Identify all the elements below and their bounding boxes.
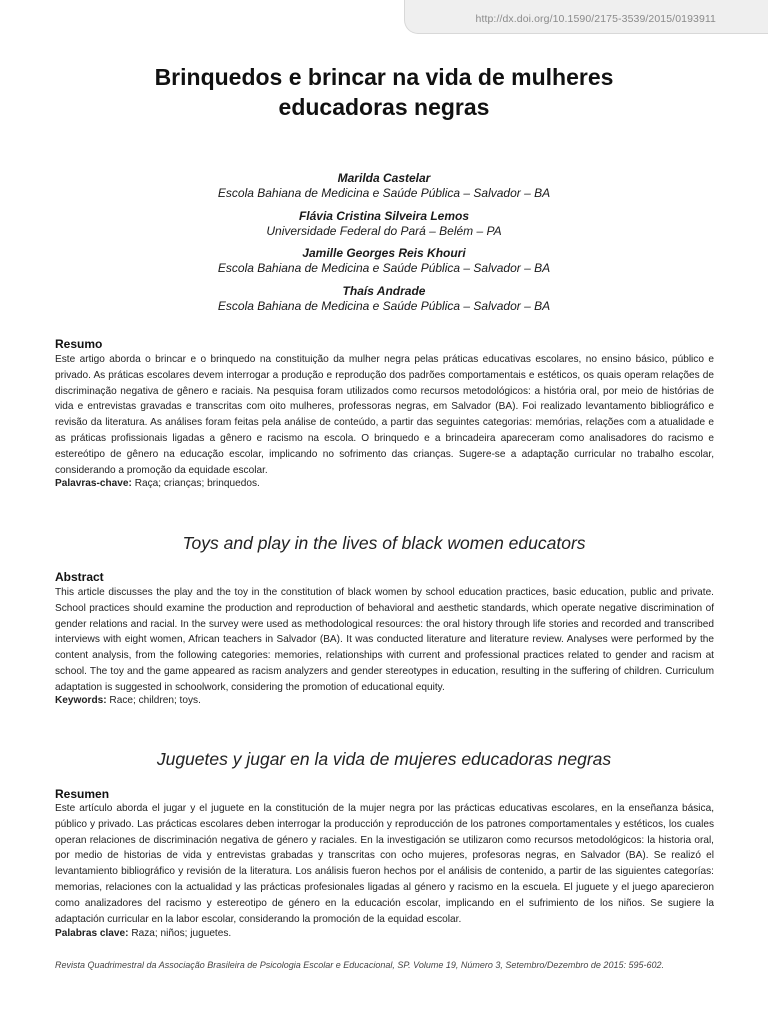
english-title: Toys and play in the lives of black women educators [182,533,586,553]
author-name: Jamille Georges Reis Khouri [302,246,466,261]
keywords-label: Palavras-chave: [55,478,132,489]
article-title [0,62,768,122]
author-name: Marilda Castelar [337,171,431,185]
journal-footer: Revista Quadrimestral da Associação Brasileira de Psicologia Escolar e Educacional, SP. Volume 19, Número 3, Setembro/Dezembro de 2015: 595-602. [55,960,664,970]
keywords-value: Race; children; toys. [109,695,201,706]
abstract-heading: Abstract [55,570,104,584]
keywords-label: Palabras clave: [55,928,129,939]
article-title-line-2: educadoras negras [278,94,490,120]
author-list [0,171,768,314]
author-affiliation: Escola Bahiana de Medicina e Saúde Pública – Salvador – BA [217,299,551,314]
abstract-keywords [55,695,201,706]
resumo-heading: Resumo [55,337,103,351]
keywords-value: Raza; niños; juguetes. [131,928,232,939]
spanish-title: Juguetes y jugar en la vida de mujeres educadoras negras [156,749,612,769]
author-affiliation: Escola Bahiana de Medicina e Saúde Pública – Salvador – BA [217,261,551,276]
doi-link[interactable]: http://dx.doi.org/10.1590/2175-3539/2015/0193911 [475,13,716,25]
author-affiliation: Universidade Federal do Pará – Belém – PA [266,223,502,238]
doi-header-tab [404,0,768,34]
resumen-text: Este artículo aborda el jugar y el juguete en la constitución de la mujer negra por las prácticas educativas escolares, en la enseñanza básica, público y privado. Las prácticas escolares deben interrogar la producción y reproducción de los patrones comportamentales y estéticos, los cuales operan relaciones de discriminación negativa de género y raciales. En la investigación se utilizaron como recursos metodológicos: la historia oral, por medio de historias de vida y entrevistas grabadas y transcritas con ocho mujeres, profesoras negras, en Salvador (BA). Se realizó el levantamiento bibliográfico y revisión de la literatura. Los análisis fueron hechos por el análisis de contenido, a partir de las siguientes categorías: memorias, relaciones con la actualidad y las prácticas profesionales ligadas al género y racismo en la escuela. El juguete y el juego aparecieron como analizadores del racismo y estereotipo de género en la educación escolar, implicando en el sufrimiento de los niños. Se sugiere la adaptación curricular en la labor escolar, considerando la promoción de la equidad escolar. [55,803,714,925]
author-name: Flávia Cristina Silveira Lemos [298,208,470,223]
author-name: Thaís Andrade [342,283,426,298]
keywords-label: Keywords: [55,695,107,706]
article-title-line-1: Brinquedos e brincar na vida de mulheres [154,64,614,90]
resumo-keywords [55,478,260,489]
author-affiliation: Escola Bahiana de Medicina e Saúde Pública – Salvador – BA [217,186,551,201]
resumen-heading: Resumen [55,787,110,801]
resumo-text: Este artigo aborda o brincar e o brinquedo na constituição da mulher negra pelas práticas educativas escolares, no ensino básico, público e privado. As práticas escolares devem interrogar a produção e reprodução dos padrões comportamentais e estéticos, os quais operam relações de discriminação negativa de gênero e raciais. Na pesquisa foram utilizados como recursos metodológicos: a história oral, por meio de histórias de vida e entrevistas gravadas e transcritas com oito mulheres, professoras negras, em Salvador (BA). Foi realizado levantamento bibliográfico e revisão da literatura. As análises foram feitas pela análise de conteúdo, a partir das seguintes categorias: memórias, relações com a atualidade e as práticas profissionais ligadas a gênero e racismo na escola. O brinquedo e a brincadeira apareceram como analisadores do racismo e estereótipo de gênero na educação escolar, implicando no sofrimento das crianças. Sugere-se a adaptação curricular no trabalho escolar, considerando a promoção da equidade escolar. [55,354,714,476]
keywords-value: Raça; crianças; brinquedos. [134,478,260,489]
resumen-keywords [55,928,231,939]
abstract-text: This article discusses the play and the toy in the constitution of black women by school education practices, basic education, public and private. School practices should examine the production and reproduction of behavioral and aesthetic standards, which operate negative discrimination of gender relations and racial. In the survey were used as methodological resources: the oral history through life stories and recorded and transcribed interviews with eight women, African teachers in Salvador (BA). It was conducted literature and literature review. Analyses were performed by the content analysis, from the following categories: memories, relationships with current and professional practices related to gender and racism at school. The toy and the game appeared as racism analyzers and gender stereotypes in education, resulting in the suffering of children. Curriculum adaptation is suggested in schoolwork, considering the promotion of educational equity. [55,587,714,693]
